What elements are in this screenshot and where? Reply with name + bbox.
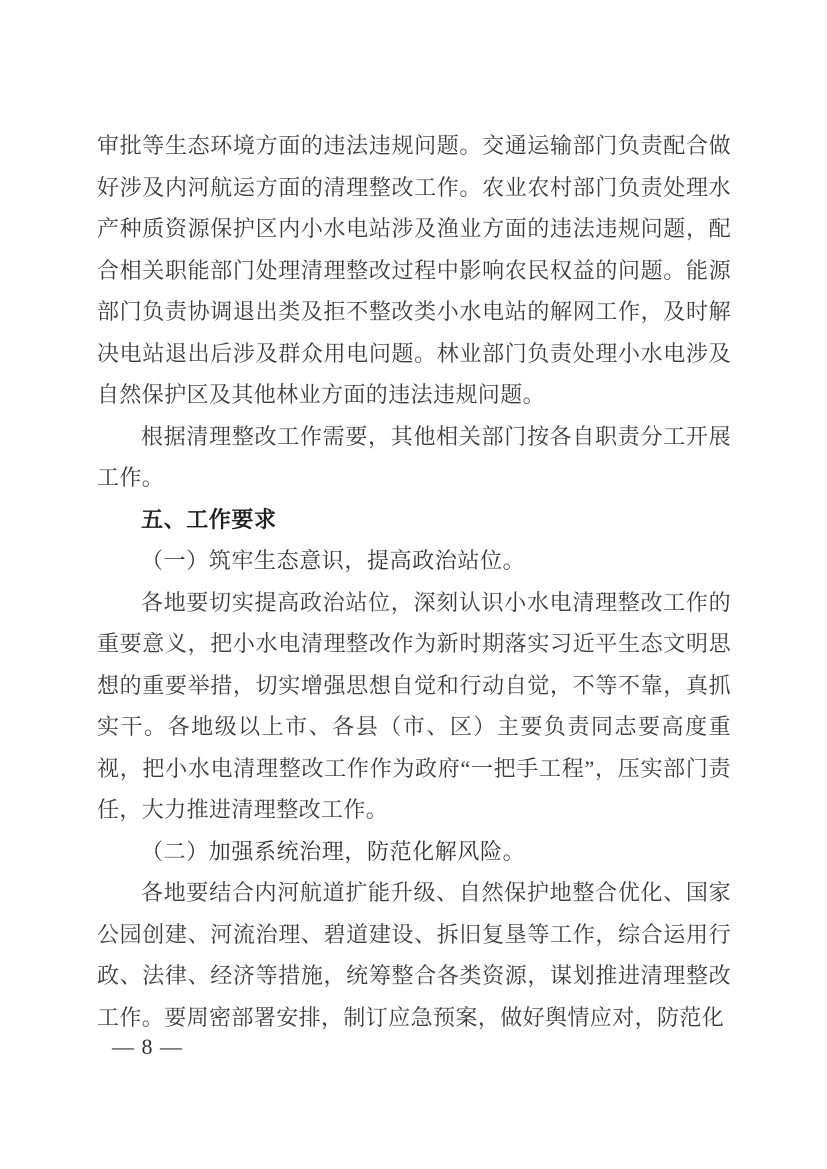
paragraph-other-departments: 根据清理整改工作需要，其他相关部门按各自职责分工开展工作。 xyxy=(97,423,731,490)
subsection-heading-ecological-awareness: （一）筑牢生态意识，提高政治站位。 xyxy=(141,548,526,573)
document-content xyxy=(97,125,731,1038)
paragraph-risk-prevention: 各地要结合内河航道扩能升级、自然保护地整合优化、国家公园创建、河流治理、碧道建设、拆旧复垦等工作，综合运用行政、法律、经济等措施，统筹整合各类资源，谋划推进清理整改工作。要周密部署安排，制订应急预案，做好舆情应对，防范化 xyxy=(97,880,731,1030)
page-number-footer: — 8 — xyxy=(112,1034,183,1059)
subsection-heading-systematic-governance: （二）加强系统治理，防范化解风险。 xyxy=(141,838,526,864)
section-heading-work-requirements: 五、工作要求 xyxy=(141,506,277,532)
paragraph-department-responsibilities: 审批等生态环境方面的违法违规问题。交通运输部门负责配合做好涉及内河航运方面的清理整改工作。农业农村部门负责处理水产种质资源保护区内小水电站涉及渔业方面的违法违规问题，配合相关职能部门处理清理整改过程中影响农民权益的问题。能源部门负责协调退出类及拒不整改类小水电站的解网工作，及时解决电站退出后涉及群众用电问题。林业部门负责处理小水电涉及自然保护区及其他林业方面的违法违规问题。 xyxy=(97,133,731,407)
paragraph-political-stance: 各地要切实提高政治站位，深刻认识小水电清理整改工作的重要意义，把小水电清理整改作为新时期落实习近平生态文明思想的重要举措，切实增强思想自觉和行动自觉，不等不靠，真抓实干。各地级以上市、各县（市、区）主要负责同志要高度重视，把小水电清理整改工作作为政府“一把手工程”，压实部门责任，大力推进清理整改工作。 xyxy=(97,589,731,822)
